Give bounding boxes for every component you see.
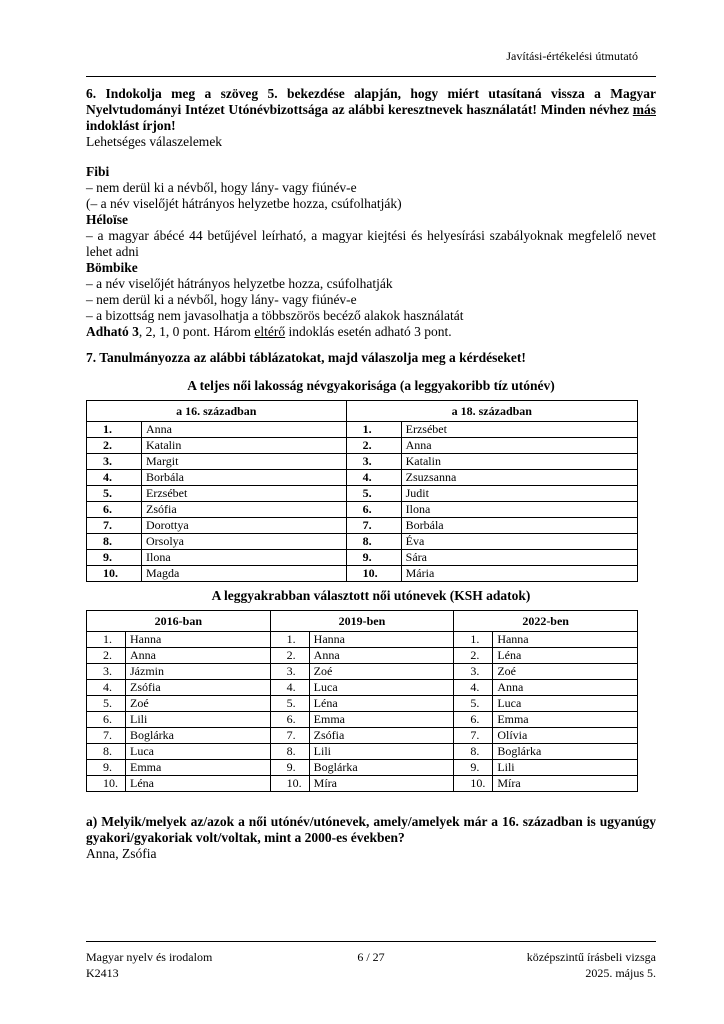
table-row — [87, 438, 638, 454]
col-header-2016: 2016-ban — [87, 611, 271, 632]
rank-cell: 3. — [87, 664, 126, 680]
header-title: Javítási-értékelési útmutató — [506, 49, 638, 63]
rank-cell: 4. — [346, 470, 401, 486]
q6-underlined: más — [632, 102, 656, 117]
name-cell: Dorottya — [142, 518, 347, 534]
rank-cell: 3. — [346, 454, 401, 470]
table-row — [87, 502, 638, 518]
table-row — [87, 550, 638, 566]
name-cell: Magda — [142, 566, 347, 582]
name-cell: Anna — [401, 438, 637, 454]
name-cell: Erzsébet — [142, 486, 347, 502]
name-cell: Orsolya — [142, 534, 347, 550]
table-row — [87, 422, 638, 438]
answer-block-fibi — [86, 164, 656, 212]
name-cell: Emma — [309, 712, 454, 728]
table-row — [87, 454, 638, 470]
name-cell: Katalin — [401, 454, 637, 470]
rank-cell: 2. — [87, 438, 142, 454]
table-row — [87, 744, 638, 760]
name-cell: Anna — [126, 648, 271, 664]
answer-line: – a bizottság nem javasolhatja a többszörös becéző alakok használatát — [86, 308, 464, 323]
rank-cell: 8. — [87, 744, 126, 760]
name-heloise: Héloïse — [86, 212, 128, 227]
rank-cell: 9. — [346, 550, 401, 566]
name-cell: Lili — [493, 760, 638, 776]
rank-cell: 9. — [87, 550, 142, 566]
rank-cell: 1. — [346, 422, 401, 438]
rank-cell: 5. — [454, 696, 493, 712]
rank-cell: 7. — [270, 728, 309, 744]
rank-cell: 2. — [454, 648, 493, 664]
name-cell: Zsófia — [142, 502, 347, 518]
name-cell: Léna — [309, 696, 454, 712]
name-cell: Ilona — [142, 550, 347, 566]
name-cell: Anna — [493, 680, 638, 696]
name-cell: Léna — [493, 648, 638, 664]
table-row — [87, 486, 638, 502]
page-number: 6 / 27 — [357, 950, 385, 964]
name-cell: Sára — [401, 550, 637, 566]
rank-cell: 6. — [346, 502, 401, 518]
name-cell: Borbála — [142, 470, 347, 486]
name-cell: Lili — [126, 712, 271, 728]
name-cell: Boglárka — [126, 728, 271, 744]
question-6 — [86, 86, 656, 134]
name-cell: Zsófia — [126, 680, 271, 696]
rank-cell: 10. — [87, 776, 126, 792]
footer-subject: Magyar nyelv és irodalom — [86, 950, 213, 964]
name-bombike: Bömbike — [86, 260, 138, 275]
col-header-16th: a 16. században — [87, 401, 347, 422]
rank-cell: 3. — [87, 454, 142, 470]
name-cell: Zoé — [309, 664, 454, 680]
name-cell: Luca — [309, 680, 454, 696]
name-cell: Jázmin — [126, 664, 271, 680]
name-cell: Emma — [126, 760, 271, 776]
table-row — [87, 664, 638, 680]
table-row — [87, 566, 638, 582]
rank-cell: 10. — [270, 776, 309, 792]
name-cell: Hanna — [309, 632, 454, 648]
table-row — [87, 648, 638, 664]
rank-cell: 7. — [346, 518, 401, 534]
footer-exam-level: középszintű írásbeli vizsga — [526, 950, 656, 964]
name-cell: Emma — [493, 712, 638, 728]
name-cell: Anna — [142, 422, 347, 438]
table-row — [87, 534, 638, 550]
scoring-note: Adható 3, 2, 1, 0 pont. Három eltérő indoklás esetén adható 3 pont. — [86, 324, 452, 339]
table-row — [87, 728, 638, 744]
rank-cell: 6. — [270, 712, 309, 728]
name-cell: Luca — [126, 744, 271, 760]
rank-cell: 2. — [87, 648, 126, 664]
col-header-18th: a 18. században — [346, 401, 637, 422]
name-cell: Léna — [126, 776, 271, 792]
name-cell: Hanna — [493, 632, 638, 648]
name-cell: Zsuzsanna — [401, 470, 637, 486]
rank-cell: 9. — [87, 760, 126, 776]
q6-text-1: 6. Indokolja meg a szöveg 5. bekezdése alapján, hogy miért utasítaná vissza a Magyar Nyelvtudományi Intézet Utónévbizottsága az alábbi keresztnevek használatát! Minden névhez — [86, 86, 656, 117]
name-cell: Boglárka — [493, 744, 638, 760]
name-cell: Borbála — [401, 518, 637, 534]
answer-block-heloise — [86, 212, 656, 260]
table-row — [87, 470, 638, 486]
rank-cell: 2. — [346, 438, 401, 454]
rank-cell: 1. — [270, 632, 309, 648]
rank-cell: 5. — [270, 696, 309, 712]
main-content — [86, 86, 656, 862]
footer-rule — [86, 941, 656, 942]
name-cell: Boglárka — [309, 760, 454, 776]
rank-cell: 1. — [87, 632, 126, 648]
rank-cell: 6. — [87, 712, 126, 728]
answer-7a: Anna, Zsófia — [86, 846, 157, 861]
name-cell: Zsófia — [309, 728, 454, 744]
rank-cell: 9. — [454, 760, 493, 776]
name-cell: Ilona — [401, 502, 637, 518]
rank-cell: 4. — [87, 470, 142, 486]
table-historic-names — [86, 400, 638, 582]
name-cell: Zoé — [493, 664, 638, 680]
name-cell: Éva — [401, 534, 637, 550]
name-cell: Lili — [309, 744, 454, 760]
name-cell: Luca — [493, 696, 638, 712]
answer-line: – nem derül ki a névből, hogy lány- vagy fiúnév-e — [86, 292, 357, 307]
answer-line: – nem derül ki a névből, hogy lány- vagy fiúnév-e — [86, 180, 357, 195]
rank-cell: 6. — [454, 712, 493, 728]
answer-line: – a magyar ábécé 44 betűjével leírható, a magyar kiejtési és helyesírási szabályoknak megfelelő nevet lehet adni — [86, 228, 656, 259]
rank-cell: 4. — [87, 680, 126, 696]
name-cell: Míra — [309, 776, 454, 792]
name-cell: Olívia — [493, 728, 638, 744]
rank-cell: 8. — [346, 534, 401, 550]
name-cell: Zoé — [126, 696, 271, 712]
col-header-2019: 2019-ben — [270, 611, 454, 632]
rank-cell: 4. — [270, 680, 309, 696]
rank-cell: 9. — [270, 760, 309, 776]
table-ksh-names — [86, 610, 638, 792]
rank-cell: 10. — [87, 566, 142, 582]
name-cell: Margit — [142, 454, 347, 470]
footer-date: 2025. május 5. — [585, 966, 656, 980]
table-row — [87, 632, 638, 648]
name-cell: Katalin — [142, 438, 347, 454]
rank-cell: 1. — [87, 422, 142, 438]
table-row — [87, 760, 638, 776]
rank-cell: 4. — [454, 680, 493, 696]
rank-cell: 7. — [454, 728, 493, 744]
rank-cell: 8. — [87, 534, 142, 550]
rank-cell: 10. — [346, 566, 401, 582]
table-row — [87, 696, 638, 712]
answer-line: (– a név viselőjét hátrányos helyzetbe hozza, csúfolhatják) — [86, 196, 402, 211]
name-fibi: Fibi — [86, 164, 110, 179]
name-cell: Mária — [401, 566, 637, 582]
q6-text-2: indoklást írjon! — [86, 118, 176, 133]
rank-cell: 2. — [270, 648, 309, 664]
rank-cell: 5. — [87, 696, 126, 712]
name-cell: Anna — [309, 648, 454, 664]
rank-cell: 1. — [454, 632, 493, 648]
possible-answers-label: Lehetséges válaszelemek — [86, 134, 223, 149]
rank-cell: 8. — [454, 744, 493, 760]
question-7: 7. Tanulmányozza az alábbi táblázatokat, majd válaszolja meg a kérdéseket! — [86, 350, 526, 365]
rank-cell: 3. — [454, 664, 493, 680]
name-cell: Erzsébet — [401, 422, 637, 438]
table-row — [87, 776, 638, 792]
rank-cell: 10. — [454, 776, 493, 792]
rank-cell: 7. — [87, 518, 142, 534]
rank-cell: 6. — [87, 502, 142, 518]
answer-block-bombike — [86, 260, 656, 324]
name-cell: Hanna — [126, 632, 271, 648]
question-7a: a) Melyik/melyek az/azok a női utónév/utónevek, amely/amelyek már a 16. században is ugyanúgy gyakori/gyakoriak volt/voltak, mint a 2000-es években? — [86, 814, 656, 845]
rank-cell: 3. — [270, 664, 309, 680]
rank-cell: 5. — [346, 486, 401, 502]
rank-cell: 7. — [87, 728, 126, 744]
table2-caption: A leggyakrabban választott női utónevek (KSH adatok) — [211, 588, 531, 603]
name-cell: Judit — [401, 486, 637, 502]
header-rule — [86, 76, 656, 77]
rank-cell: 8. — [270, 744, 309, 760]
table-row — [87, 518, 638, 534]
answer-line: – a név viselőjét hátrányos helyzetbe hozza, csúfolhatják — [86, 276, 393, 291]
col-header-2022: 2022-ben — [454, 611, 638, 632]
table1-caption: A teljes női lakosság névgyakorisága (a leggyakoribb tíz utónév) — [187, 378, 555, 393]
footer-code: K2413 — [86, 966, 119, 980]
name-cell: Míra — [493, 776, 638, 792]
table-row — [87, 680, 638, 696]
table-row — [87, 712, 638, 728]
rank-cell: 5. — [87, 486, 142, 502]
